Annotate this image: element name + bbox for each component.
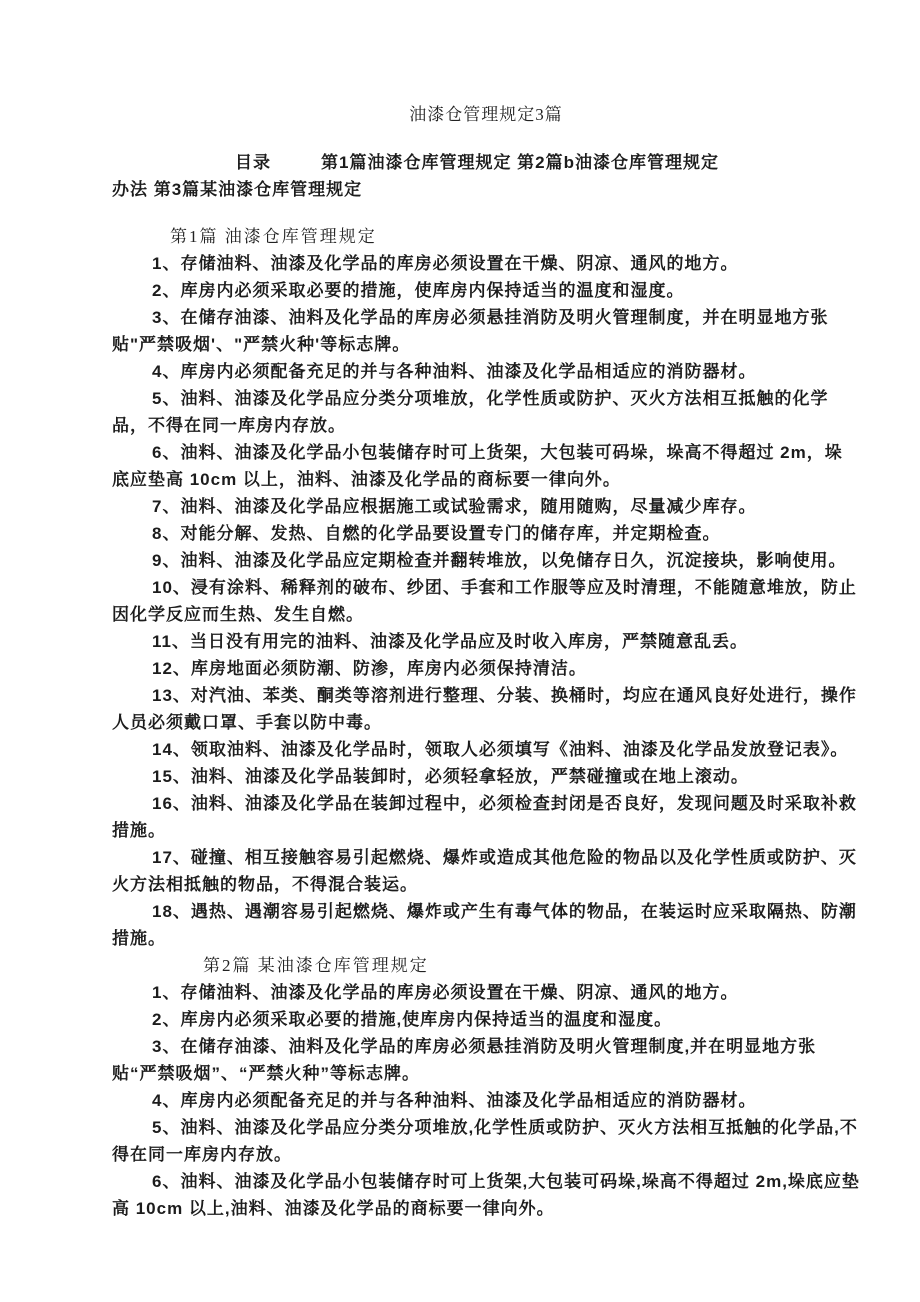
toc-line1: 第1篇油漆仓库管理规定 第2篇b油漆仓库管理规定	[321, 153, 720, 172]
regulation-item: 3、在储存油漆、油料及化学品的库房必须悬挂消防及明火管理制度,并在明显地方张贴“严禁吸烟”、“严禁火种”等标志牌。	[112, 1037, 817, 1083]
regulation-item: 1、存储油料、油漆及化学品的库房必须设置在干燥、阴凉、通风的地方。	[152, 254, 739, 273]
section-1-heading: 第1篇 油漆仓库管理规定	[170, 227, 377, 246]
regulation-item: 13、对汽油、苯类、酮类等溶剂进行整理、分装、换桶时，均应在通风良好处进行，操作人员必须戴口罩、手套以防中毒。	[112, 686, 857, 732]
regulation-item: 6、油料、油漆及化学品小包装储存时可上货架，大包装可码垛，垛高不得超过 2m，垛底应垫高 10cm 以上，油料、油漆及化学品的商标要一律向外。	[112, 443, 843, 489]
table-of-contents	[112, 149, 860, 203]
document-body	[112, 149, 860, 1222]
regulation-item: 10、浸有涂料、稀释剂的破布、纱团、手套和工作服等应及时清理，不能随意堆放，防止因化学反应而生热、发生自燃。	[112, 578, 857, 624]
regulation-item: 9、油料、油漆及化学品应定期检查并翻转堆放，以免储存日久，沉淀接块，影响使用。	[152, 551, 847, 570]
regulation-item: 6、油料、油漆及化学品小包装储存时可上货架,大包装可码垛,垛高不得超过 2m,垛底应垫高 10cm 以上,油料、油漆及化学品的商标要一律向外。	[112, 1172, 860, 1218]
regulation-item: 3、在储存油漆、油料及化学品的库房必须悬挂消防及明火管理制度，并在明显地方张贴"严禁吸烟'、"严禁火种'等标志牌。	[112, 308, 829, 354]
regulation-item: 5、油料、油漆及化学品应分类分项堆放,化学性质或防护、灭火方法相互抵触的化学品,不得在同一库房内存放。	[112, 1118, 858, 1164]
regulation-item: 2、库房内必须采取必要的措施,使库房内保持适当的温度和湿度。	[152, 1010, 673, 1029]
regulation-item: 2、库房内必须采取必要的措施，使库房内保持适当的温度和湿度。	[152, 281, 685, 300]
regulation-item: 12、库房地面必须防潮、防渗，库房内必须保持清洁。	[152, 659, 587, 678]
regulation-item: 11、当日没有用完的油料、油漆及化学品应及时收入库房，严禁随意乱丢。	[152, 632, 748, 651]
regulation-item: 14、领取油料、油漆及化学品时，领取人必须填写《油料、油漆及化学品发放登记表》。	[152, 740, 849, 759]
section-2-heading: 第2篇 某油漆仓库管理规定	[203, 956, 429, 975]
toc-line2: 办法 第3篇某油漆仓库管理规定	[112, 180, 363, 199]
regulation-item: 1、存储油料、油漆及化学品的库房必须设置在干燥、阴凉、通风的地方。	[152, 983, 739, 1002]
regulation-item: 7、油料、油漆及化学品应根据施工或试验需求，随用随购，尽量减少库存。	[152, 497, 757, 516]
toc-label: 目录	[235, 153, 271, 172]
section-2	[112, 952, 860, 1222]
regulation-item: 15、油料、油漆及化学品装卸时，必须轻拿轻放，严禁碰撞或在地上滚动。	[152, 767, 749, 786]
section-1	[112, 223, 860, 952]
regulation-item: 17、碰撞、相互接触容易引起燃烧、爆炸或造成其他危险的物品以及化学性质或防护、灭火方法相抵触的物品，不得混合装运。	[112, 848, 857, 894]
regulation-item: 8、对能分解、发热、自燃的化学品要设置专门的储存库，并定期检查。	[152, 524, 721, 543]
regulation-item: 4、库房内必须配备充足的并与各种油料、油漆及化学品相适应的消防器材。	[152, 1091, 757, 1110]
regulation-item: 5、油料、油漆及化学品应分类分项堆放，化学性质或防护、灭火方法相互抵触的化学品，不得在同一库房内存放。	[112, 389, 829, 435]
regulation-item: 4、库房内必须配备充足的并与各种油料、油漆及化学品相适应的消防器材。	[152, 362, 757, 381]
regulation-item: 18、遇热、遇潮容易引起燃烧、爆炸或产生有毒气体的物品，在装运时应采取隔热、防潮措施。	[112, 902, 857, 948]
document-title: 油漆仓管理规定3篇	[409, 105, 563, 124]
regulation-item: 16、油料、油漆及化学品在装卸过程中，必须检查封闭是否良好，发现问题及时采取补救措施。	[112, 794, 857, 840]
